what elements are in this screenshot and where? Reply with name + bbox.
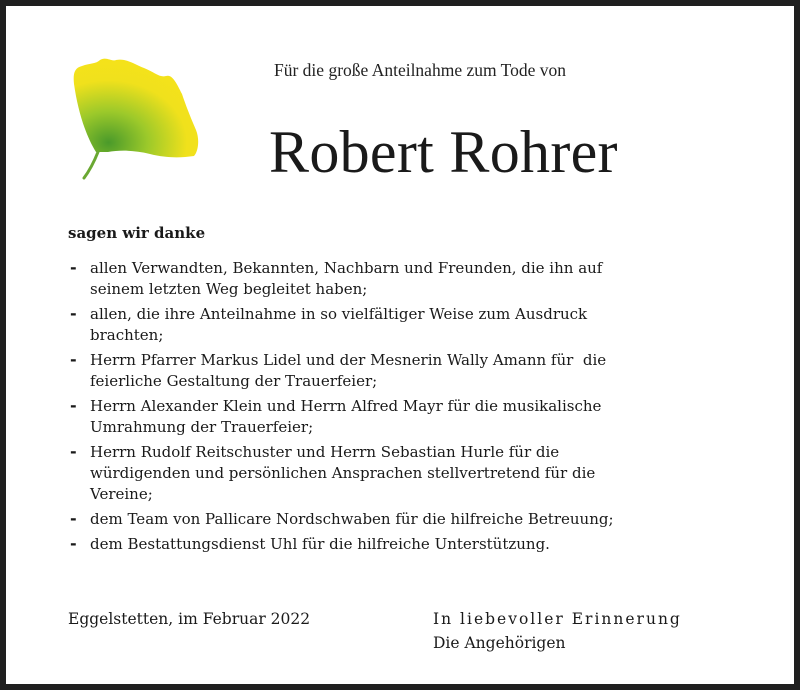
list-item [68, 258, 718, 300]
list-item-line: Umrahmung der Trauerfeier; [90, 418, 314, 436]
list-item-line: würdigenden und persönlichen Ansprachen stellvertretend für die [90, 464, 596, 482]
family-signature: Die Angehörigen [433, 634, 566, 652]
ginkgo-leaf-icon [68, 54, 208, 182]
list-item-line: Herrn Alexander Klein und Herrn Alfred Mayr für die musikalische [90, 397, 602, 415]
list-item-line: seinem letzten Weg begleitet haben; [90, 280, 368, 298]
dash-bullet: - [70, 350, 77, 369]
place-date: Eggelstetten, im Februar 2022 [68, 610, 311, 628]
dash-bullet: - [70, 258, 77, 277]
memory-line: In liebevoller Erinnerung [433, 610, 682, 628]
list-item-line: Vereine; [90, 485, 153, 503]
list-item-line: allen, die ihre Anteilnahme in so vielfältiger Weise zum Ausdruck [90, 305, 588, 323]
list-item-line: dem Team von Pallicare Nordschwaben für die hilfreiche Betreuung; [90, 510, 614, 528]
dash-bullet: - [70, 304, 77, 323]
dash-bullet: - [70, 396, 77, 415]
intro-text: Für die große Anteilnahme zum Tode von [274, 60, 567, 80]
dash-bullet: - [70, 509, 77, 528]
thanks-heading: sagen wir danke [68, 224, 206, 242]
list-item [68, 509, 718, 530]
deceased-name: Robert Rohrer [269, 119, 618, 185]
list-item-line: dem Bestattungsdienst Uhl für die hilfreiche Unterstützung. [90, 535, 550, 553]
list-item [68, 350, 718, 392]
thanks-list [68, 258, 718, 559]
list-item [68, 534, 718, 555]
list-item-line: feierliche Gestaltung der Trauerfeier; [90, 372, 378, 390]
list-item [68, 442, 718, 505]
dash-bullet: - [70, 534, 77, 553]
list-item-line: allen Verwandten, Bekannten, Nachbarn und Freunden, die ihn auf [90, 259, 603, 277]
list-item [68, 304, 718, 346]
dash-bullet: - [70, 442, 77, 461]
list-item-line: Herrn Rudolf Reitschuster und Herrn Sebastian Hurle für die [90, 443, 560, 461]
list-item-line: Herrn Pfarrer Markus Lidel und der Mesnerin Wally Amann für die [90, 351, 607, 369]
list-item [68, 396, 718, 438]
list-item-line: brachten; [90, 326, 164, 344]
